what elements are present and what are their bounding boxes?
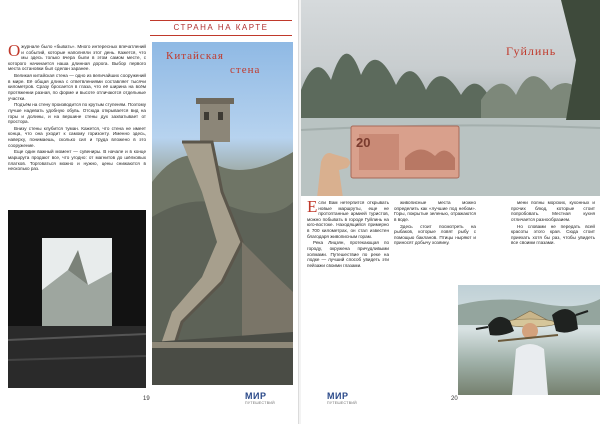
banknote-illustration	[345, 122, 465, 184]
right-page	[301, 0, 600, 424]
left-page	[0, 0, 299, 424]
paragraph: Подъём на стену производится по крутым ступеням. Поэтому лучше надевать удобную обувь. Отсюда открывается вид на горы и долины, и на вершине стены дух захватывает от простора.	[8, 102, 146, 125]
paragraph: мени полны морских, кухонных и прочих блюд, которые стоит попробовать. Местная кухня отличается разнообразием.	[511, 200, 595, 222]
section-header-text: СТРАНА НА КАРТЕ	[173, 23, 269, 32]
logo-subtext: ПУТЕШЕСТВИЙ	[245, 401, 275, 405]
logo-subtext: ПУТЕШЕСТВИЙ	[327, 401, 357, 405]
fisherman-photo	[458, 285, 600, 395]
paragraph: Великая китайская стена — одно из величайших сооружений в мире. Её общая длина с ответвлениями составляет тысячи километров. Сразу бросается в глаза, что её ширина на всём протяжении разная, по форме и высоте отличаются отдельные участки.	[8, 73, 146, 101]
right-article-column-3	[511, 200, 595, 282]
paragraph: живописные места можно определить как «лучшие под небом». Горы, покрытые зеленью, отражаются в воде.	[394, 200, 476, 222]
wall-subtitle: стена	[230, 64, 261, 76]
left-article-column	[8, 44, 146, 202]
page-number: 20	[451, 396, 458, 402]
right-article-column-2	[394, 200, 476, 282]
wall-title: Китайская	[166, 50, 224, 62]
banknote-value: 20	[356, 135, 371, 150]
right-article-column-1	[307, 200, 389, 390]
hand-illustration	[307, 138, 353, 196]
magazine-logo	[245, 391, 275, 405]
magazine-logo	[327, 391, 357, 405]
great-wall-illustration	[152, 42, 293, 385]
gate-photo	[8, 210, 146, 388]
paragraph: сли Вам нетерпится открывать новые маршруты, еще не протоптанные армией туристов, можно побывать в городе Гуйлинь на юго-востоке. Находящийся примерно в 700 километрах, он стал известен благодаря живописным горам.	[307, 200, 389, 239]
page-number: 19	[143, 396, 150, 402]
logo-text: МИР	[245, 391, 267, 401]
logo-text: МИР	[327, 391, 349, 401]
paragraph: Еще один важный момент — сувениры. В начале и в конце маршрута продают все, что угодно: от магнитов до шёлковых платков. Торговаться можно и нужно, цены снижаются в несколько раз.	[8, 149, 146, 172]
guilin-photo	[301, 0, 600, 196]
guilin-title: Гуйлинь	[506, 44, 557, 58]
paragraph: Здесь стоит посмотреть на рыбаков, которые ловят рыбу с помощью бакланов. Птицы ныряют и приносят добычу хозяину.	[394, 223, 476, 246]
paragraph: Внизу стены клубится туман. Кажется, что стена не имеет конца, что она уходит к самому горизонту. Именно здесь, наверху, понимаешь, сколько сил и труда вложено в это сооружение.	[8, 125, 146, 148]
fisherman-illustration	[458, 285, 600, 395]
great-wall-photo	[152, 42, 293, 385]
paragraph: Река Лицзян, протекающая по городу, окружена причудливыми холмами. Путешествие по реке на лодке — лучший способ увидеть эти пейзажи своими глазами.	[307, 240, 389, 268]
paragraph: Но словами не передать всей красоты этого края. Сюда стоит приехать хотя бы раз, чтобы увидеть все своими глазами.	[511, 223, 595, 246]
section-header	[150, 20, 292, 36]
dropcap: Е	[307, 200, 318, 216]
dropcap: О	[8, 44, 21, 60]
paragraph: журнале было «бывать». Много интересных впечатлений и событий, которые наполняли этот день. Кажется, что мы здесь только вчера были в этом самом месте, с которого начинается наша длинная дорога. Выбор первого места остановки был сделан заранее.	[8, 44, 146, 72]
gate-illustration	[8, 210, 146, 388]
